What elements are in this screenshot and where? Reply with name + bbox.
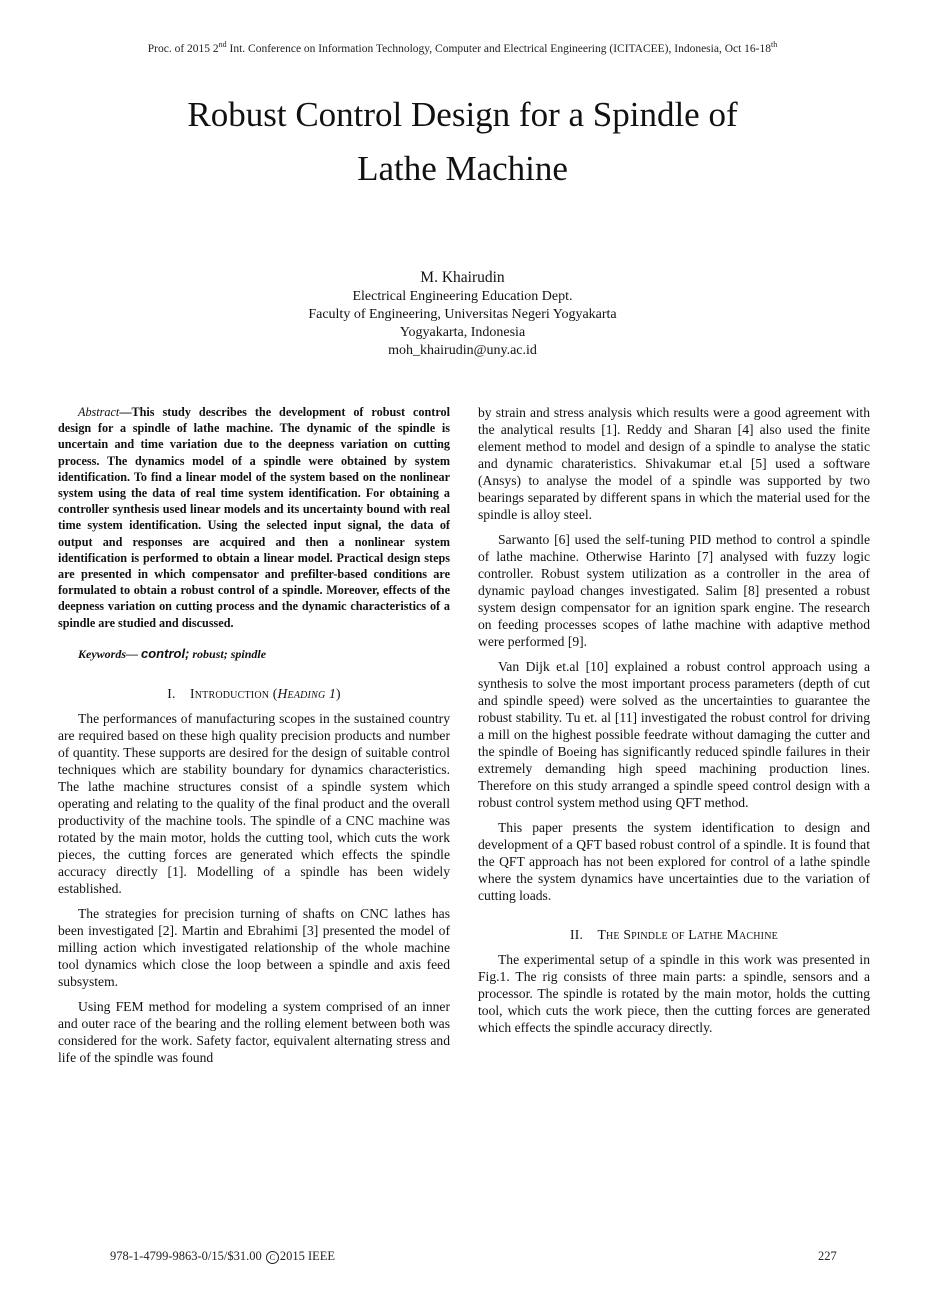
- abstract-dash: —: [119, 405, 132, 419]
- section-1-note-close: ): [335, 685, 341, 701]
- section-1-note: Heading 1: [277, 685, 336, 701]
- author-city: Yogyakarta, Indonesia: [399, 325, 526, 340]
- right-paragraph: by strain and stress analysis which results were a good agreement with the analytical results [1]. Reddy and Sharan [4] also used the finite element method to model and design of a spindle to analyse the static and dynamic charateristics. Shivakumar et.al [5] used a software (Ansys) to analyse the model of a spindle was supported by two bearings separated by different spans in which the material used for the spindle is alloy steel.: [478, 405, 870, 522]
- section-1-paragraph: The strategies for precision turning of shafts on CNC lathes has been investigated [2]. Martin and Ebrahimi [3] presented the model of milling action which investigated relationship of the whole machine tool dynamics which close the loop between a spindle and axis feed subsystem.: [58, 905, 450, 989]
- keywords-strong: control;: [141, 645, 190, 661]
- section-1-title: Introduction: [190, 685, 270, 701]
- title-line-1: Robust Control Design for a Spindle of: [187, 95, 738, 134]
- right-paragraph: This paper presents the system identification to design and development of a QFT based robust control of a spindle. It is found that the QFT approach has not been explored for control of a lathe spindle where the system dynamics have uncertainties due to the variation of cutting loads.: [478, 820, 870, 903]
- section-2-title: The Spindle of Lathe Machine: [597, 927, 778, 942]
- conference-header: [0, 40, 925, 55]
- abstract: [58, 404, 450, 631]
- header-suffix: th: [771, 40, 778, 49]
- section-2-number: II.: [570, 927, 584, 942]
- right-paragraph: Sarwanto [6] used the self-tuning PID method to control a spindle of lathe machine. Otherwise Harinto [7] analysed with fuzzy logic controller. Robust system utilization as a controller in the area of dynamic payload changes investigated. Salim [8] presented a robust system design compensator for an ignition spark engine. The research on feeding processes scopes of lathe machine with adaptive method were performed [9].: [478, 532, 870, 649]
- title-line-2: Lathe Machine: [357, 149, 568, 188]
- abstract-text: This study describes the development of robust control design for a spindle of lathe machine. The dynamic of the spindle is uncertain and time variation due to the deepness variation on cutting process. The dynamics model of a spindle were obtained by system identification. To find a linear model of the system based on the nonlinear system using the data of real time system identification. For obtaining a controller synthesis used linear models and its uncertainty bound with real time system identification. Using the selected input signal, the data of output and responses are acquired and then a nonlinear system identification is performed to obtain a linear model. Practical design steps are presented in which compensator and prefilter-based conditions are formulated to obtain a robust control of a spindle. Moreover, effects of the deepness variation on cutting process and the dynamic characteristics of a spindle are studied and discussed.: [58, 405, 450, 630]
- header-prefix: Proc. of 2015 2: [147, 42, 219, 55]
- section-heading-1: [58, 685, 450, 702]
- author-email: moh_khairudin@uny.ac.id: [388, 343, 537, 358]
- copyright-icon: C: [266, 1251, 279, 1264]
- abstract-lead: Abstract: [78, 405, 120, 419]
- page-number: 227: [818, 1249, 837, 1263]
- section-2-paragraph: The experimental setup of a spindle in this work was presented in Fig.1. The rig consists of three main parts: a spindle, sensors and a processor. The spindle is rotated by the main motor, holds the cutting tool, which cuts the work piece, then the cutting forces are generated which effects the spindle accuracy directly.: [478, 952, 870, 1035]
- left-column: [58, 404, 450, 1074]
- author-dept: Electrical Engineering Education Dept.: [352, 289, 573, 304]
- keywords: [58, 645, 450, 663]
- right-column: [478, 404, 870, 1044]
- paper-title: [120, 88, 805, 196]
- section-1-paragraph: Using FEM method for modeling a system comprised of an inner and outer race of the bearing and the rolling element between both was considered for the work. Safety factor, equivalent alternating stress and life of the spindle was found: [58, 998, 450, 1065]
- header-middle: Int. Conference on Information Technology, Computer and Electrical Engineering (ICITACEE), Indonesia, Oct 16-18: [226, 42, 772, 55]
- section-1-note-open: (: [269, 685, 278, 701]
- section-heading-2: [478, 926, 870, 943]
- keywords-rest: robust; spindle: [189, 646, 267, 661]
- right-paragraph: Van Dijk et.al [10] explained a robust control approach using a synthesis to solve the most important process parameters (depth of cut and spindle speed) were solved as the uncertainties to guarantee the robust stability. Tu et. al [11] investigated the robust control for driving a mill on the highest possible feedrate without damaging the cutter and the spindle of Boeing has significantly reduced spindle failures in their extremely demanding high speed machining production lines. Therefore on this study arranged a spindle speed control design with a robust control system method using QFT method.: [478, 659, 870, 810]
- section-1-paragraph: The performances of manufacturing scopes in the sustained country are required based on these high quality precision products and number of quantity. These supports are desired for the design of suitable control techniques which are stability boundary for dynamics characteristics. The lathe machine structures consist of a spindle system which operating and relating to the quality of the final product and the overall productivity of the machine tools. The spindle of a CNC machine was rotated by the main motor, holds the cutting tool, which cuts the work pieces, the cutting forces are generated which effects the spindle accuracy directly [1]. Modelling of a spindle has been widely established.: [58, 710, 450, 896]
- footer-isbn: [110, 1249, 335, 1264]
- author-name: M. Khairudin: [420, 269, 505, 286]
- section-1-number: I.: [167, 685, 176, 701]
- author-block: [200, 268, 725, 360]
- footer-year-org: 2015 IEEE: [279, 1249, 336, 1263]
- isbn-text: 978-1-4799-9863-0/15/$31.00: [110, 1249, 265, 1263]
- header-ordinal: nd: [218, 40, 227, 49]
- keywords-lead: Keywords—: [78, 646, 141, 661]
- author-faculty: Faculty of Engineering, Universitas Negeri Yogyakarta: [308, 307, 617, 322]
